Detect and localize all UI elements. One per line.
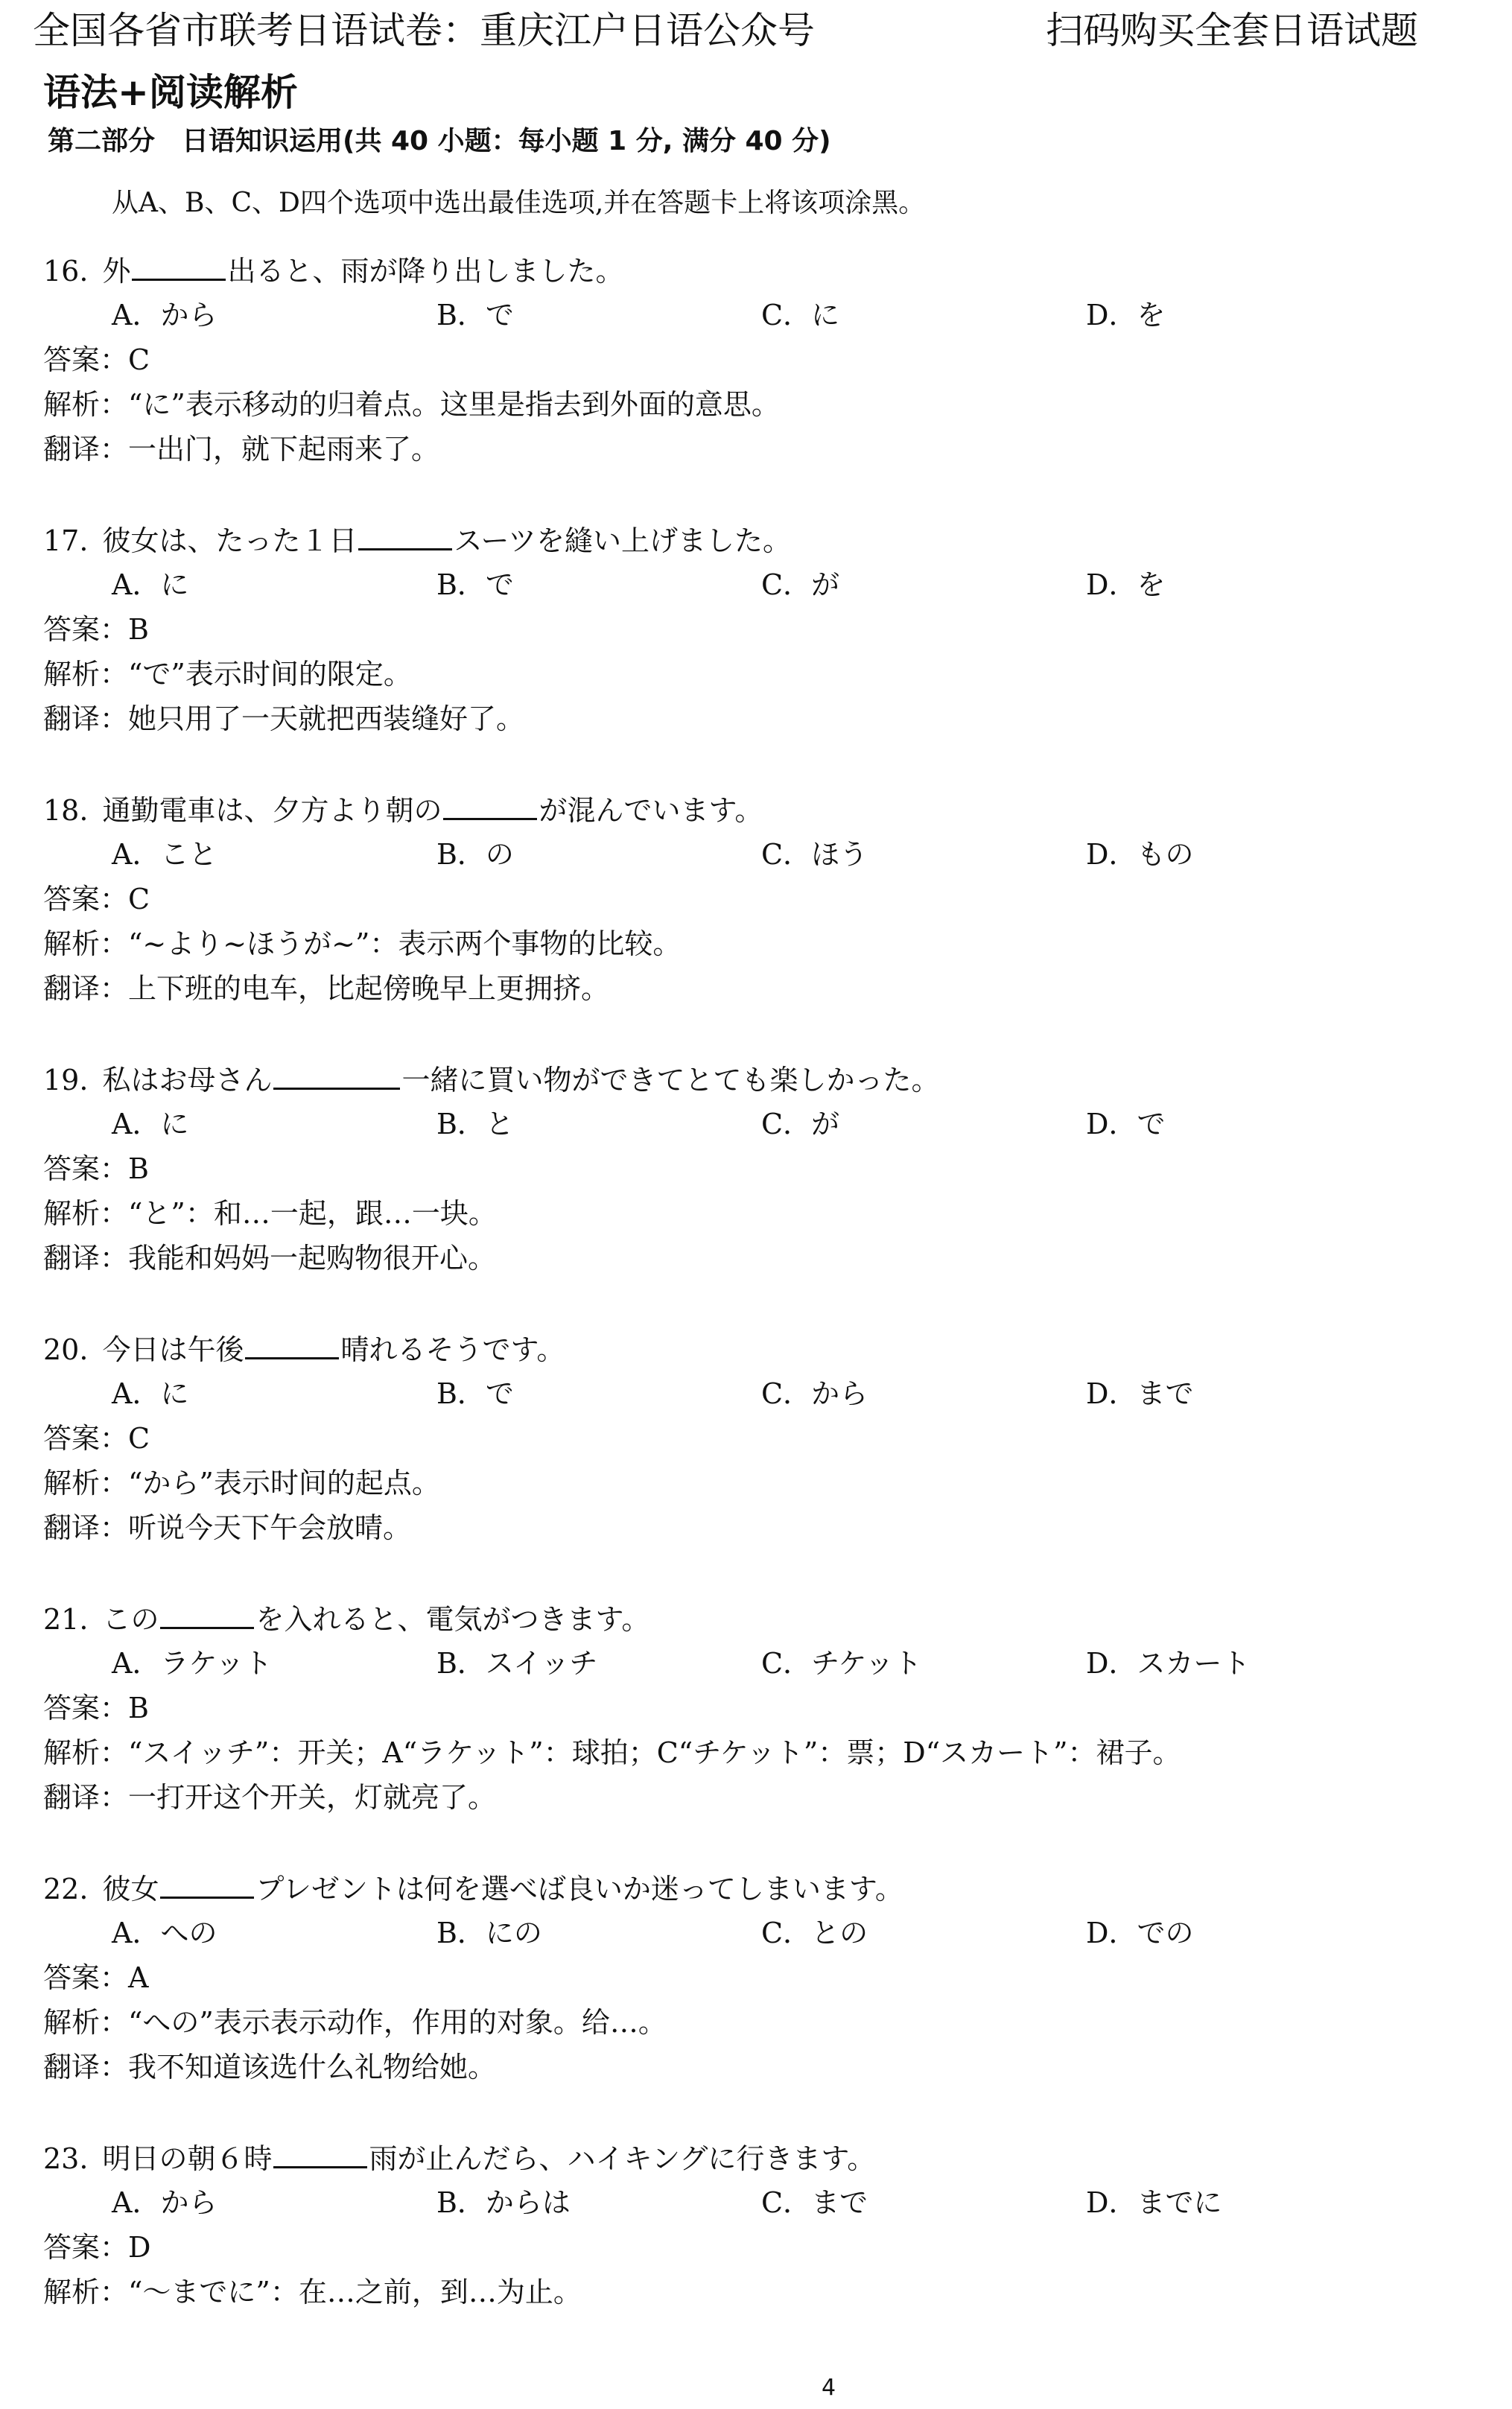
option-b: B．スイッチ <box>436 1647 598 1680</box>
option-a: A．から <box>112 2186 217 2219</box>
question-item <box>43 1868 1496 2138</box>
translation-text: 翻译：上下班的电车，比起傍晚早上更拥挤。 <box>43 972 610 1005</box>
question-stem <box>43 2138 875 2179</box>
answer-blank <box>443 790 537 820</box>
answer-blank <box>273 2138 367 2168</box>
header-left-text: 全国各省市联考日语试卷：重庆江户日语公众号 <box>33 9 815 52</box>
question-stem <box>43 1868 903 1909</box>
question-number: 16. <box>43 255 89 288</box>
question-number: 19. <box>43 1064 89 1096</box>
answer-blank <box>245 1329 339 1359</box>
section-title: 语法+阅读解析 <box>43 71 298 114</box>
answer-blank <box>132 250 226 281</box>
option-d: D．まで <box>1086 1377 1194 1410</box>
translation-text: 翻译：一打开这个开关，灯就亮了。 <box>43 1781 497 1814</box>
option-c: C．が <box>761 1108 840 1140</box>
question-item <box>43 1599 1496 1868</box>
question-item <box>43 1329 1496 1599</box>
answer-text: 答案：C <box>43 1422 150 1455</box>
question-item <box>43 2138 1496 2408</box>
option-row <box>112 1913 1259 1953</box>
option-row <box>112 295 1259 335</box>
option-row <box>112 1643 1259 1683</box>
stem-before-blank: 明日の朝６時 <box>102 2142 273 2175</box>
stem-before-blank: この <box>102 1603 159 1636</box>
answer-text: 答案：C <box>43 343 150 376</box>
analysis-text: 解析：“への”表示表示动作，作用的对象。给…。 <box>43 2006 667 2039</box>
option-a: A．から <box>112 299 217 331</box>
option-d: D．で <box>1086 1108 1166 1140</box>
stem-after-blank: 晴れるそうです。 <box>340 1333 565 1366</box>
answer-text: 答案：B <box>43 613 149 646</box>
page-number: 4 <box>822 2375 836 2401</box>
question-item <box>43 1059 1496 1329</box>
option-d: D．を <box>1086 568 1166 601</box>
analysis-text: 解析：“スイッチ”：开关；A“ラケット”：球拍；C“チケット”：票；D“スカート”：裙子。 <box>43 1736 1181 1769</box>
instruction-text: 从A、B、C、D四个选项中选出最佳选项,并在答题卡上将该项涂黑。 <box>112 188 926 218</box>
option-b: B．からは <box>436 2186 571 2219</box>
question-item <box>43 520 1496 790</box>
translation-text: 翻译：她只用了一天就把西装缝好了。 <box>43 702 525 735</box>
option-d: D．での <box>1086 1917 1194 1949</box>
question-stem <box>43 250 623 291</box>
option-d: D．スカート <box>1086 1647 1251 1680</box>
option-row <box>112 834 1259 875</box>
header-right-text: 扫码购买全套日语试题 <box>1046 9 1418 52</box>
option-a: A．ラケット <box>112 1647 273 1680</box>
question-list <box>43 250 1496 2408</box>
option-c: C．から <box>761 1377 868 1410</box>
option-a: A．に <box>112 1108 189 1140</box>
option-c: C．との <box>761 1917 868 1949</box>
option-b: B．にの <box>436 1917 542 1949</box>
question-number: 20. <box>43 1333 89 1366</box>
stem-before-blank: 彼女は、たった１日 <box>102 524 358 557</box>
analysis-text: 解析：“~より~ほうが~”：表示两个事物的比较。 <box>43 927 682 960</box>
stem-after-blank: 雨が止んだら、ハイキングに行きます。 <box>369 2142 876 2175</box>
option-d: D．までに <box>1086 2186 1222 2219</box>
answer-text: 答案：A <box>43 1961 149 1994</box>
option-d: D．もの <box>1086 838 1194 871</box>
question-number: 21. <box>43 1603 89 1636</box>
stem-before-blank: 彼女 <box>102 1873 159 1905</box>
question-stem <box>43 520 791 561</box>
answer-blank <box>273 1059 400 1090</box>
translation-text: 翻译：一出门，就下起雨来了。 <box>43 433 440 466</box>
question-item <box>43 790 1496 1059</box>
option-c: C．チケット <box>761 1647 922 1680</box>
option-row <box>112 1374 1259 1414</box>
answer-blank <box>358 520 452 550</box>
option-row <box>112 2183 1259 2223</box>
question-number: 18. <box>43 794 89 827</box>
option-c: C．が <box>761 568 840 601</box>
stem-after-blank: プレゼントは何を選べば良いか迷ってしまいます。 <box>255 1873 903 1905</box>
page-header <box>33 6 1485 55</box>
analysis-text: 解析：“で”表示时间的限定。 <box>43 658 412 691</box>
option-a: A．に <box>112 1377 189 1410</box>
part-title: 第二部分 日语知识运用(共 40 小题：每小题 1 分, 满分 40 分) <box>48 126 831 156</box>
analysis-text: 解析：“と”：和…一起，跟…一块。 <box>43 1197 497 1230</box>
option-b: B．で <box>436 299 514 331</box>
stem-after-blank: 出ると、雨が降り出しました。 <box>227 255 624 288</box>
analysis-text: 解析：“に”表示移动的归着点。这里是指去到外面的意思。 <box>43 388 780 421</box>
option-a: A．への <box>112 1917 217 1949</box>
answer-text: 答案：B <box>43 1692 149 1724</box>
stem-before-blank: 今日は午後 <box>102 1333 244 1366</box>
stem-before-blank: 外 <box>102 255 131 288</box>
stem-before-blank: 私はお母さん <box>102 1064 273 1096</box>
question-number: 22. <box>43 1873 89 1905</box>
translation-text: 翻译：听说今天下午会放晴。 <box>43 1511 412 1544</box>
option-row <box>112 1104 1259 1144</box>
question-item <box>43 250 1496 520</box>
translation-text: 翻译：我能和妈妈一起购物很开心。 <box>43 1242 497 1275</box>
option-c: C．まで <box>761 2186 868 2219</box>
analysis-text: 解析：“～までに”：在…之前，到…为止。 <box>43 2276 582 2308</box>
stem-before-blank: 通勤電車は、夕方より朝の <box>102 794 442 827</box>
answer-text: 答案：D <box>43 2231 151 2264</box>
answer-text: 答案：C <box>43 883 150 915</box>
stem-after-blank: を入れると、電気がつきます。 <box>255 1603 650 1636</box>
option-b: B．の <box>436 838 514 871</box>
analysis-text: 解析：“から”表示时间的起点。 <box>43 1467 440 1499</box>
option-b: B．と <box>436 1108 514 1140</box>
answer-text: 答案：B <box>43 1152 149 1185</box>
question-number: 17. <box>43 524 89 557</box>
answer-blank <box>160 1599 254 1629</box>
stem-after-blank: スーツを縫い上げました。 <box>454 524 792 557</box>
option-c: C．に <box>761 299 840 331</box>
option-d: D．を <box>1086 299 1166 331</box>
stem-after-blank: 一緒に買い物ができてとても楽しかった。 <box>401 1064 940 1096</box>
option-row <box>112 565 1259 605</box>
question-number: 23. <box>43 2142 89 2175</box>
option-a: A．こと <box>112 838 217 871</box>
question-stem <box>43 1329 565 1370</box>
question-stem <box>43 1599 649 1640</box>
option-c: C．ほう <box>761 838 868 871</box>
question-stem <box>43 790 763 831</box>
translation-text: 翻译：我不知道该选什么礼物给她。 <box>43 2051 497 2083</box>
option-b: B．で <box>436 1377 514 1410</box>
answer-blank <box>160 1868 254 1899</box>
stem-after-blank: が混んでいます。 <box>539 794 763 827</box>
question-stem <box>43 1059 939 1100</box>
option-b: B．で <box>436 568 514 601</box>
option-a: A．に <box>112 568 189 601</box>
